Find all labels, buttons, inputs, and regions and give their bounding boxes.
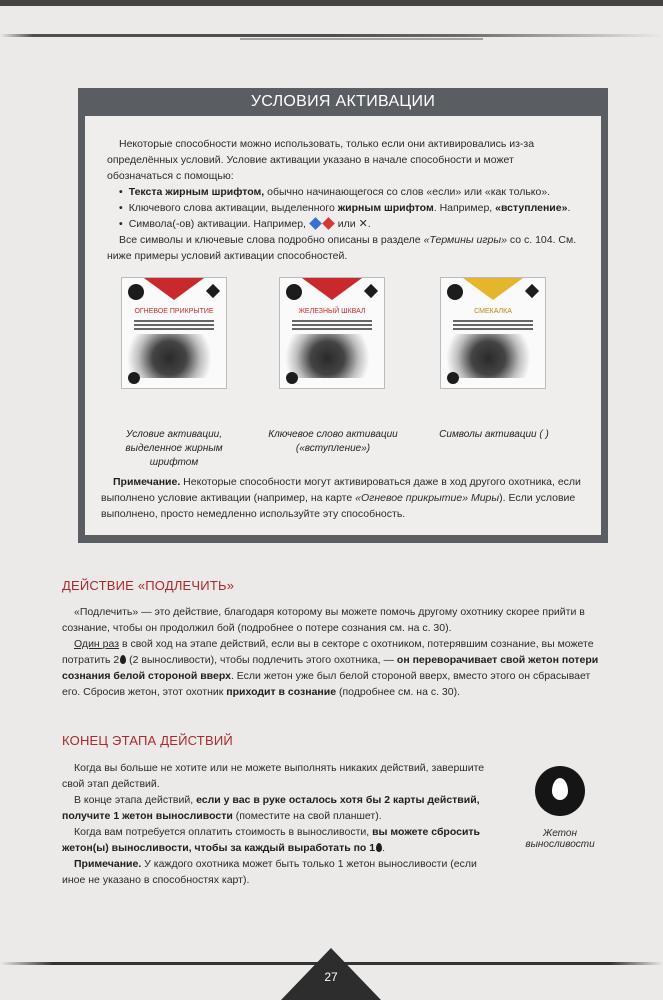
crossed-swords-icon: ✕ xyxy=(358,218,368,230)
card-banner xyxy=(302,278,362,300)
bullet-symbol: • Символа(-ов) активации. Например, или ✕. xyxy=(119,216,582,232)
card-caption-2: Ключевое слово активации («вступление») xyxy=(268,429,398,454)
card-art xyxy=(447,334,539,378)
activation-intro: Некоторые способности можно использовать, только если они активировались из-за определённых условий. Условие активации указано в начале способности и может обозначаться с помощью: xyxy=(107,138,535,182)
top-border xyxy=(0,0,663,6)
top-rule xyxy=(0,34,663,37)
bullet-bold-text: • Текста жирным шрифтом, обычно начинающегося со слов «если» или «как только». xyxy=(119,184,582,200)
end-p2: В конце этапа действий, если у вас в руке осталось хотя бы 2 карты действий, получите 1 жетон выносливости (поместите на свой планшет). xyxy=(62,794,480,822)
card-corner-icon xyxy=(206,284,220,298)
activation-note: Примечание. Некоторые способности могут активироваться даже в ход другого охотника, если выполнено условие активации (например, на карте «Огневое прикрытие» Миры). Если условие выполнено, просто немедленно используйте эту способность. xyxy=(101,476,581,520)
card-text-lines xyxy=(292,318,372,332)
heal-body xyxy=(62,604,607,700)
stamina-drop-icon xyxy=(286,372,298,384)
end-heading: КОНЕЦ ЭТАПА ДЕЙСТВИЙ xyxy=(62,733,233,748)
heal-p2: Один раз в свой ход на этапе действий, если вы в секторе с охотником, потерявшим сознание, вы можете потратить 2 (2 выносливости), чтобы подлечить этого охотника, — он переворачивает свой жетон потери сознания белой стороной вверх. Если жетон уже был белой стороной вверх, вместо этого он сбрасывает его. Сбросив жетон, этот охотник приходит в сознание (подробнее см. на с. 30). xyxy=(62,638,599,698)
bullet-keyword: • Ключевого слова активации, выделенного жирным шрифтом. Например, «вступление». xyxy=(119,200,582,216)
card-art xyxy=(286,334,378,378)
stamina-drop-icon xyxy=(128,372,140,384)
card-iron-barrage xyxy=(280,278,384,388)
card-corner-icon xyxy=(525,284,539,298)
card-banner xyxy=(463,278,523,300)
card-name: СМЕКАЛКА xyxy=(474,308,512,315)
card-text-lines xyxy=(134,318,214,332)
panel-text xyxy=(107,136,582,264)
card-name: ОГНЕВОЕ ПРИКРЫТИЕ xyxy=(134,308,214,315)
activation-list xyxy=(107,184,582,232)
page-number: 27 xyxy=(324,970,338,984)
card-name: ЖЕЛЕЗНЫЙ ШКВАЛ xyxy=(298,308,366,315)
stamina-token xyxy=(510,766,610,850)
top-rule-secondary xyxy=(240,38,483,40)
stamina-token-icon xyxy=(535,766,585,816)
card-banner xyxy=(144,278,204,300)
card-fire-cover xyxy=(122,278,226,388)
card-text-lines xyxy=(453,318,533,332)
red-diamond-icon xyxy=(322,217,335,230)
card-art xyxy=(128,334,220,378)
stamina-drop-icon xyxy=(447,372,459,384)
activation-reference: Все символы и ключевые слова подробно описаны в разделе «Термины игры» со с. 104. См. ниже примеры условий активации способностей. xyxy=(107,234,577,262)
panel-title: УСЛОВИЯ АКТИВАЦИИ xyxy=(250,93,436,110)
card-corner-icon xyxy=(364,284,378,298)
card-caption-3: Символы активации ( ) xyxy=(439,429,549,440)
card-cost-icon xyxy=(286,284,302,300)
card-cost-icon xyxy=(447,284,463,300)
heal-heading: ДЕЙСТВИЕ «ПОДЛЕЧИТЬ» xyxy=(62,578,235,593)
end-p4: Примечание. У каждого охотника может быть только 1 жетон выносливости (если иное не указано в способностях карт). xyxy=(62,858,477,886)
card-cost-icon xyxy=(128,284,144,300)
heal-p1: «Подлечить» — это действие, благодаря которому вы можете помочь другому охотнику скорее прийти в сознание, чтобы он продолжил бой (подробнее о потере сознания см. на с. 30). xyxy=(62,606,585,634)
end-p1: Когда вы больше не хотите или не можете выполнять никаких действий, завершите свой этап действий. xyxy=(62,762,485,790)
end-body xyxy=(62,760,492,888)
stamina-token-caption: Жетон выносливости xyxy=(525,828,595,850)
blue-diamond-icon xyxy=(309,217,322,230)
card-caption-1: Условие активации, выделенное жирным шрифтом xyxy=(125,429,223,468)
end-p3: Когда вам потребуется оплатить стоимость в выносливости, вы можете сбросить жетон(ы) выносливости, чтобы за каждый выработать по 1 . xyxy=(62,826,481,854)
card-savvy xyxy=(441,278,545,388)
